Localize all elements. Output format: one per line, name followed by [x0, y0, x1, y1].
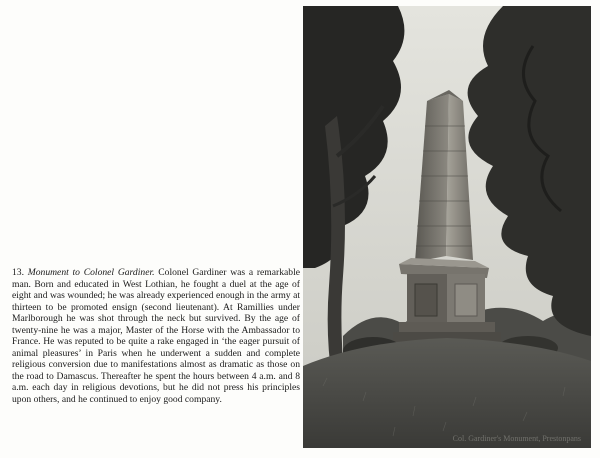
monument-photograph [303, 6, 591, 448]
caption-number: 13. [12, 267, 24, 278]
photo-watermark: Col. Gardiner's Monument, Prestonpans [452, 434, 581, 443]
grassy-mound [303, 338, 591, 448]
caption-title: Monument to Colonel Gardiner. [27, 267, 155, 278]
pedestal-panel-right [455, 284, 477, 316]
pedestal-panel-left [415, 284, 437, 316]
caption-body: Colonel Gardiner was a remarkable man. Born and educated in West Lothian, he fought a duel at the age of eight and was wounded; he was already experienced enough in the army at thirteen to be promoted ensign (second lieutenant). At Ramillies under Marlborough he was shot through the neck but survived. By the age of twenty-nine he was a major, Master of the Horse with the Ambassador to France. He was reputed to be quite a rake engaged in ‘the eager pursuit of animal pleasures’ in Paris when he underwent a sudden and complete religious conversion due to manifestations almost as dramatic as those on the road to Damascus. Thereafter he spent the hours between 4 a.m. and 8 a.m. each day in religious devotions, but he did not press his principles upon others, and he continued to enjoy good company. [12, 267, 301, 405]
photo-caption [12, 267, 300, 405]
